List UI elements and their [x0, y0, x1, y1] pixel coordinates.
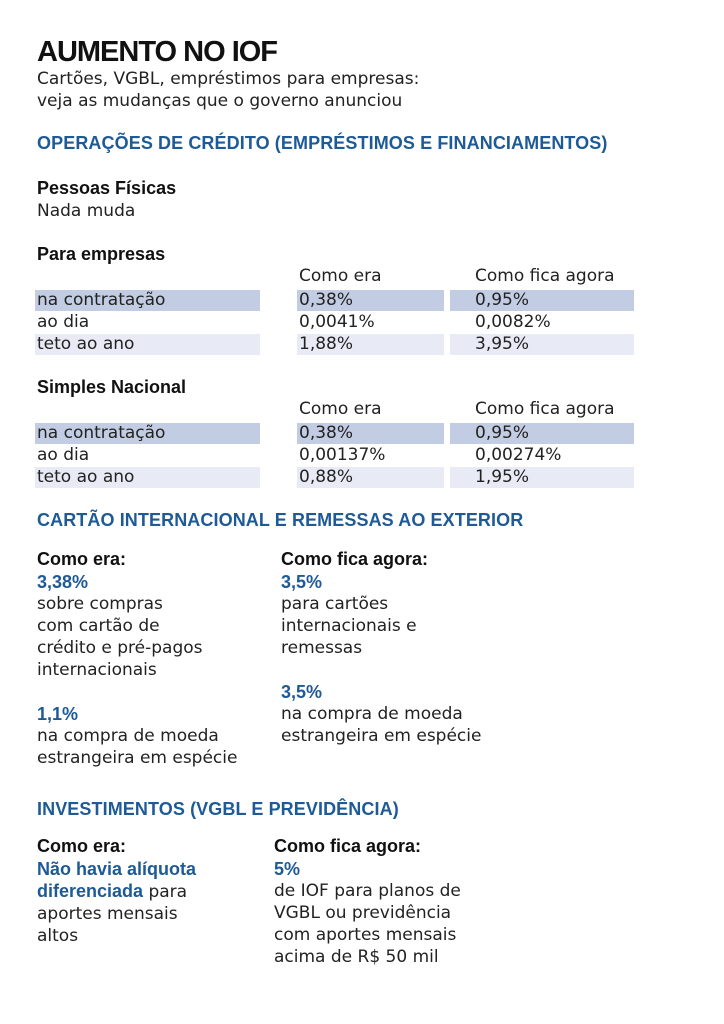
row-after: 0,95%	[475, 290, 530, 310]
cartao-before-pct2: 1,1%	[37, 704, 79, 724]
row-item: ao dia	[37, 445, 90, 465]
invest-before-highlight2: diferenciada	[37, 881, 144, 901]
row-after: 3,95%	[475, 334, 530, 354]
cartao-after-text2-0: na compra de moeda	[281, 704, 463, 724]
row-item: na contratação	[37, 423, 166, 443]
cartao-after-text2-1: estrangeira em espécie	[281, 726, 482, 746]
row-before: 0,0041%	[299, 312, 375, 332]
simples-label: Simples Nacional	[37, 377, 187, 397]
simples-col-before: Como era	[299, 399, 382, 419]
row-before: 0,38%	[299, 290, 354, 310]
invest-before-text-0: aportes mensais	[37, 904, 178, 924]
row-before: 0,38%	[299, 423, 354, 443]
pf-text: Nada muda	[37, 201, 136, 221]
invest-before-label: Como era:	[37, 836, 127, 856]
invest-before-highlight1: Não havia alíquota	[37, 859, 197, 879]
empresas-label: Para empresas	[37, 244, 166, 264]
invest-before-line2	[37, 881, 187, 903]
cartao-before-text1-1: com cartão de	[37, 616, 160, 636]
row-item: ao dia	[37, 312, 90, 332]
cartao-before-pct1: 3,38%	[37, 572, 89, 592]
invest-after-text-3: acima de R$ 50 mil	[274, 947, 439, 967]
cartao-after-text1-1: internacionais e	[281, 616, 417, 636]
subtitle-line-1: Cartões, VGBL, empréstimos para empresas:	[37, 69, 420, 89]
cartao-before-text1-0: sobre compras	[37, 594, 163, 614]
row-item: teto ao ano	[37, 467, 135, 487]
invest-after-label: Como fica agora:	[274, 836, 422, 856]
empresas-col-after: Como fica agora	[475, 266, 615, 286]
page-title: AUMENTO NO IOF	[37, 36, 278, 68]
cartao-before-text1-2: crédito e pré-pagos	[37, 638, 203, 658]
cartao-before-text2-0: na compra de moeda	[37, 726, 219, 746]
invest-after-pct: 5%	[274, 859, 301, 879]
invest-after-text-2: com aportes mensais	[274, 925, 457, 945]
section-investimentos-title: INVESTIMENTOS (VGBL E PREVIDÊNCIA)	[37, 799, 399, 819]
subtitle-line-2: veja as mudanças que o governo anunciou	[37, 91, 403, 111]
cartao-before-label: Como era:	[37, 549, 127, 569]
invest-before-text-1: altos	[37, 926, 79, 946]
pf-label: Pessoas Físicas	[37, 178, 177, 198]
cartao-after-pct2: 3,5%	[281, 682, 323, 702]
row-before: 0,88%	[299, 467, 354, 487]
empresas-col-before: Como era	[299, 266, 382, 286]
row-after: 0,95%	[475, 423, 530, 443]
invest-after-text-0: de IOF para planos de	[274, 881, 461, 901]
row-item: teto ao ano	[37, 334, 135, 354]
cartao-after-text1-0: para cartões	[281, 594, 389, 614]
cartao-after-label: Como fica agora:	[281, 549, 429, 569]
simples-col-after: Como fica agora	[475, 399, 615, 419]
invest-after-text-1: VGBL ou previdência	[274, 903, 452, 923]
invest-before-rest: para	[143, 882, 188, 902]
row-before: 1,88%	[299, 334, 354, 354]
section-cartao-title: CARTÃO INTERNACIONAL E REMESSAS AO EXTERIOR	[37, 510, 524, 530]
section-credito-title: OPERAÇÕES DE CRÉDITO (EMPRÉSTIMOS E FINANCIAMENTOS)	[37, 133, 608, 153]
row-item: na contratação	[37, 290, 166, 310]
cartao-after-text1-2: remessas	[281, 638, 363, 658]
cartao-before-text1-3: internacionais	[37, 660, 157, 680]
row-before: 0,00137%	[299, 445, 386, 465]
row-after: 1,95%	[475, 467, 530, 487]
row-after: 0,00274%	[475, 445, 562, 465]
row-after: 0,0082%	[475, 312, 551, 332]
cartao-after-pct1: 3,5%	[281, 572, 323, 592]
cartao-before-text2-1: estrangeira em espécie	[37, 748, 238, 768]
